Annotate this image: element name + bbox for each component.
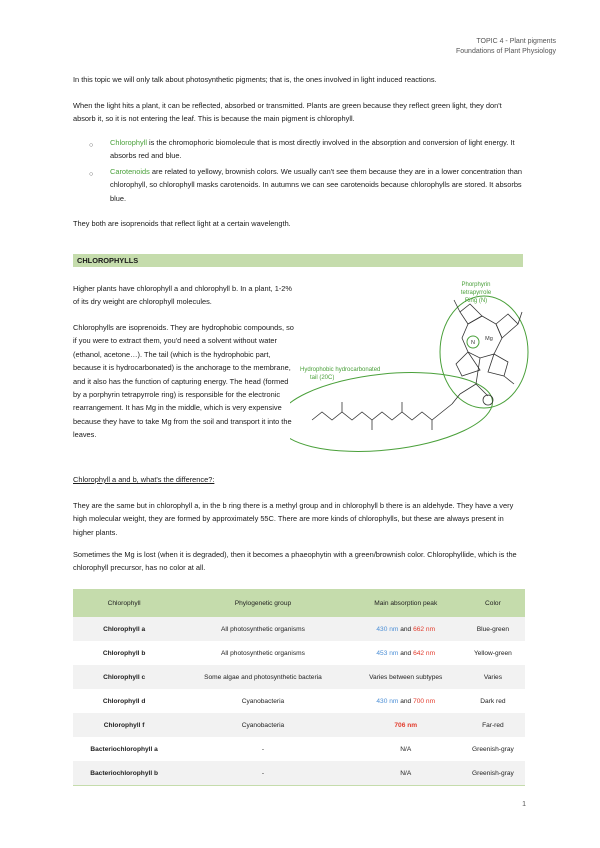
table-row <box>73 617 525 641</box>
cell-group: All photosynthetic organisms <box>220 649 305 657</box>
term-chlorophyll: Chlorophyll <box>110 138 147 147</box>
table-row <box>73 641 525 665</box>
cell-color: Varies <box>461 665 525 689</box>
cell-name: Chlorophyll d <box>102 697 146 705</box>
difference-paragraph-1: They are the same but in chlorophyll a, in the b ring there is a methyl group and in chlorophyll b there is an aldehyde. They have a very high molecular weight, they are formed by approximately 55C. There are more kinds of chlorophylls, but these are always present in higher plants. <box>73 501 514 537</box>
cell-group: - <box>261 745 265 753</box>
cell-name: Chlorophyll f <box>73 713 175 737</box>
cell-group: Some algae and photosynthetic bacteria <box>175 665 350 689</box>
isoprenoids-line: They both are isoprenoids that reflect light at a certain wavelength. <box>73 219 291 228</box>
bullet-circle-icon: ○ <box>89 171 94 178</box>
intro-paragraph-1: In this topic we will only talk about photosynthetic pigments; that is, the ones involved in light induced reactions. <box>73 75 437 84</box>
cell-name: Chlorophyll a <box>73 617 175 641</box>
hydrocarbon-tail-chain <box>312 404 452 420</box>
cell-name: Chlorophyll b <box>102 649 146 657</box>
peak-red: 700 nm <box>413 697 436 705</box>
ring-label-line-3: Ring (N) <box>464 298 488 304</box>
cell-peak <box>351 617 461 641</box>
difference-heading: Chlorophyll a and b, what's the difference?: <box>73 475 215 484</box>
bullet-carotenoids-text: are related to yellowy, brownish colors. We usually can't see them because they are in a lower concentration than chlorophyll, so chlorophyll masks carotenoids. In autumns we can see carotenoids because chlorophylls are stored. It absorbs blue. <box>110 167 522 203</box>
table-row <box>73 665 525 689</box>
difference-paragraph-2: Sometimes the Mg is lost (when it is degraded), then it becomes a phaeophytin with a green/brownish color. Chlorophyllide, which is the chlorophyll precursor, has no color at all. <box>73 550 517 573</box>
bullet-chlorophyll <box>110 136 524 163</box>
cell-color: Greenish-gray <box>461 761 525 786</box>
cell-peak <box>351 761 461 786</box>
col-header-phylogenetic-group: Phylogenetic group <box>175 589 350 617</box>
peak-red: 642 nm <box>413 649 436 657</box>
ring-label-line-1: Phorphyrin <box>461 282 491 288</box>
cell-peak <box>351 737 461 761</box>
cell-peak <box>351 665 461 689</box>
bullet-carotenoids <box>110 165 524 205</box>
peak-joiner: and <box>398 649 414 657</box>
cell-group: Cyanobacteria <box>241 697 285 705</box>
table-row <box>73 737 525 761</box>
cell-peak <box>351 689 461 713</box>
peak-blue: 430 nm <box>376 697 399 705</box>
chlorophyll-molecule-figure <box>290 272 530 467</box>
head-ring-outline <box>440 296 528 408</box>
page-header <box>456 37 556 57</box>
table-row <box>73 761 525 786</box>
header-topic: TOPIC 4 - Plant pigments <box>476 38 556 45</box>
cell-peak <box>351 713 461 737</box>
nitrogen-atom-label: N <box>471 340 475 346</box>
intro-paragraph-2: When the light hits a plant, it can be reflected, absorbed or transmitted. Plants are green because they reflect green light, they don't absorb it, so it is not entering the leaf. This is because the main pigment is chlorophyll. <box>73 101 502 124</box>
cell-color: Yellow-green <box>473 649 512 657</box>
peak-joiner: N/A <box>400 769 412 777</box>
term-carotenoids: Carotenoids <box>110 167 150 176</box>
peak-blue: 430 nm <box>376 625 399 633</box>
table-row <box>73 713 525 737</box>
peak-joiner: N/A <box>400 745 412 753</box>
ring-label-line-2: tetrapyrrole <box>460 290 492 296</box>
cell-group: Cyanobacteria <box>175 713 350 737</box>
magnesium-atom-label: Mg <box>485 336 493 342</box>
cell-color: Greenish-gray <box>472 745 514 753</box>
cell-name: Bacteriochlorophyll a <box>90 745 158 753</box>
cell-name: Chlorophyll c <box>73 665 175 689</box>
porphyrin-ring-skeleton <box>452 300 522 405</box>
section-title-chlorophylls: CHLOROPHYLLS <box>73 254 523 267</box>
cell-color: Far-red <box>461 713 525 737</box>
bullet-chlorophyll-text: is the chromophoric biomolecule that is most directly involved in the absorption and conversion of light energy. It absorbs red and blue. <box>110 138 515 161</box>
cell-peak <box>351 641 461 665</box>
cell-color: Dark red <box>480 697 506 705</box>
cell-group: All photosynthetic organisms <box>175 617 350 641</box>
peak-red: 662 nm <box>413 625 436 633</box>
peak-joiner: and <box>398 625 414 633</box>
cell-group: - <box>175 761 350 786</box>
cell-name: Bacteriochlorophyll b <box>73 761 175 786</box>
col-header-color: Color <box>461 589 525 617</box>
tail-label-line-2: tail (20C) <box>310 375 335 381</box>
peak-joiner: and <box>398 697 414 705</box>
col-header-absorption-peak: Main absorption peak <box>351 589 461 617</box>
table-row <box>73 689 525 713</box>
bullet-circle-icon: ○ <box>89 142 94 149</box>
peak-joiner: Varies between subtypes <box>369 673 443 681</box>
cell-color: Blue-green <box>461 617 525 641</box>
tail-label-line-1: Hydrophobic hydrocarbonated <box>300 367 381 373</box>
chlorophyll-paragraph-2: Chlorophylls are isoprenoids. They are hydrophobic compounds, so if you were to extract them, you'd need a solvent without water (ethanol, acetone…). The tail (which is the hydrophobic part, because it is hydrocarbonated) is the anchorage to the membrane, and it also has the function of capturing energy. The head (formed by a porphyrin tetrapyrrole ring) is responsible for the electronic rearrangement. It has Mg in the middle, which is very expensive because they have to take Mg from the soil and transport it into the leaves. <box>73 323 294 440</box>
header-course: Foundations of Plant Physiology <box>455 48 556 55</box>
chlorophyll-types-table <box>73 589 525 786</box>
chlorophyll-paragraph-1: Higher plants have chlorophyll a and chlorophyll b. In a plant, 1-2% of its dry weight are chlorophyll molecules. <box>73 284 292 307</box>
peak-blue: 453 nm <box>376 649 399 657</box>
table-header-row <box>73 589 525 617</box>
peak-red: 706 nm <box>394 721 418 729</box>
col-header-chlorophyll: Chlorophyll <box>73 589 175 617</box>
page-number: 1 <box>522 801 526 808</box>
